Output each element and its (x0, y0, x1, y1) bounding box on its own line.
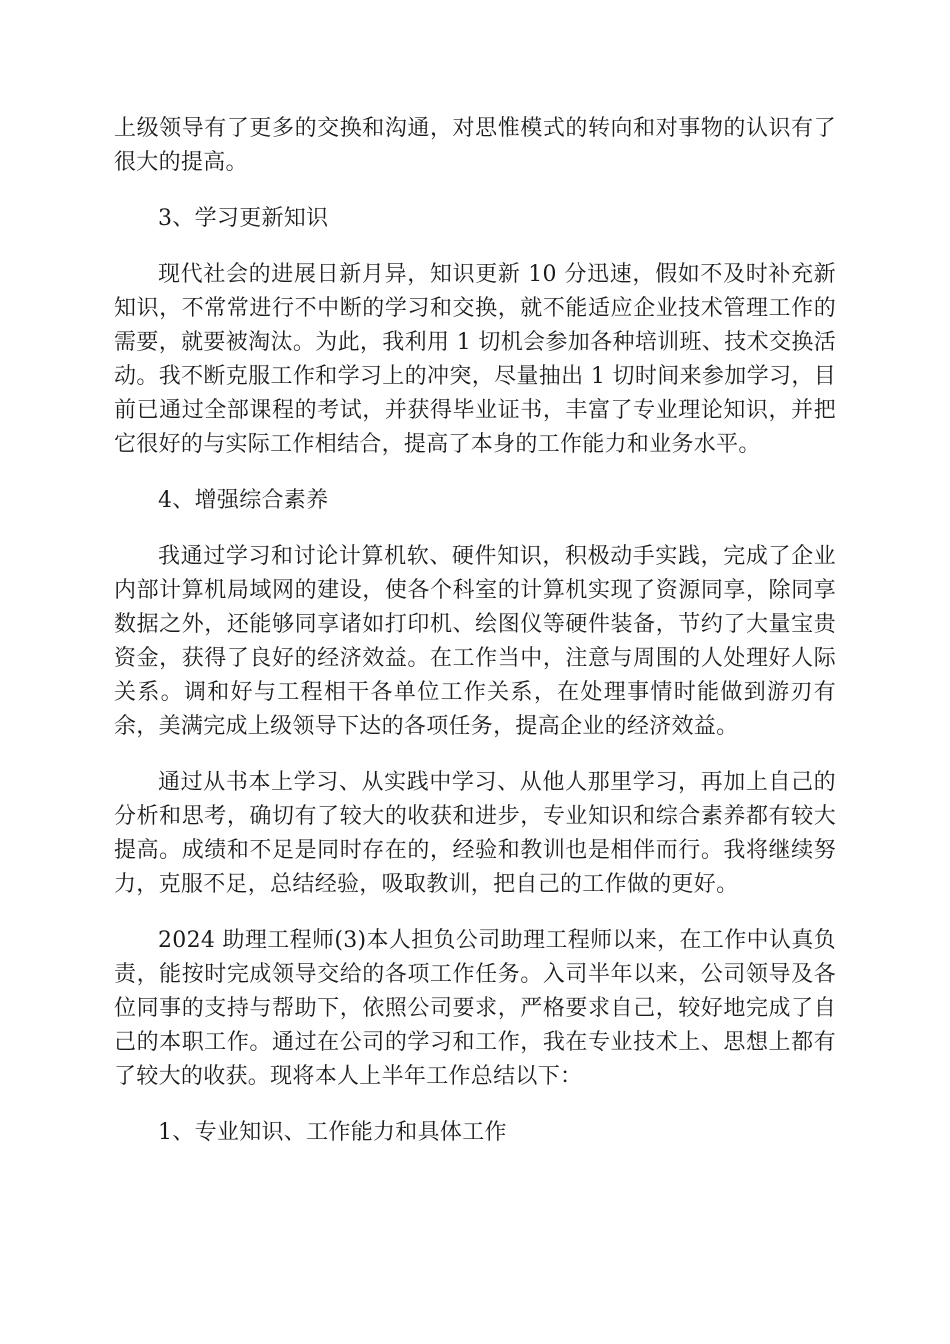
text-line: 动。我不断克服工作和学习上的冲突，尽量抽出 1 切时间来参加学习，目 (114, 364, 836, 389)
text-line: 需要，就要被淘汰。为此，我利用 1 切机会参加各种培训班、技术交换活 (114, 330, 836, 355)
text-line: 2024 助理工程师(3)本人担负公司助理工程师以来，在工作中认真负 (158, 928, 836, 953)
document-page (114, 112, 836, 1172)
heading-text: 3、学习更新知识 (158, 206, 329, 231)
paragraph-summary (114, 766, 836, 902)
section-heading-1 (114, 1116, 836, 1150)
text-line: 位同事的支持与帮助下，依照公司要求，严格要求自己，较好地完成了自 (114, 996, 836, 1021)
text-line: 关系。调和好与工程相干各单位工作关系，在处理事情时能做到游刃有 (114, 680, 836, 705)
heading-text: 1、专业知识、工作能力和具体工作 (158, 1120, 507, 1145)
text-line: 责，能按时完成领导交给的各项工作任务。入司半年以来，公司领导及各 (114, 962, 836, 987)
text-line: 分析和思考，确切有了较大的收获和进步，专业知识和综合素养都有较大 (114, 804, 836, 829)
paragraph-skills (114, 540, 836, 744)
text-line: 余，美满完成上级领导下达的各项任务，提高企业的经济效益。 (114, 714, 739, 739)
text-line: 通过从书本上学习、从实践中学习、从他人那里学习，再加上自己的 (158, 770, 836, 795)
text-line: 现代社会的进展日新月异，知识更新 10 分迅速，假如不及时补充新 (158, 262, 836, 287)
text-line: 力，克服不足，总结经验，吸取教训，把自己的工作做的更好。 (114, 872, 739, 897)
text-line: 前已通过全部课程的考试，并获得毕业证书，丰富了专业理论知识，并把 (114, 398, 836, 423)
paragraph-2024-intro (114, 924, 836, 1094)
text-line: 内部计算机局域网的建设，使各个科室的计算机实现了资源同享，除同享 (114, 578, 836, 603)
text-line: 了较大的收获。现将本人上半年工作总结以下： (114, 1064, 583, 1089)
section-heading-3 (114, 202, 836, 236)
section-heading-4 (114, 484, 836, 518)
text-line: 资金，获得了良好的经济效益。在工作当中，注意与周围的人处理好人际 (114, 646, 836, 671)
text-line: 上级领导有了更多的交换和沟通，对思惟模式的转向和对事物的认识有了 (114, 116, 836, 141)
text-line: 知识，不常常进行不中断的学习和交换，就不能适应企业技术管理工作的 (114, 296, 836, 321)
text-line: 我通过学习和讨论计算机软、硬件知识，积极动手实践，完成了企业 (158, 544, 836, 569)
text-line: 数据之外，还能够同享诸如打印机、绘图仪等硬件装备，节约了大量宝贵 (114, 612, 836, 637)
text-line: 己的本职工作。通过在公司的学习和工作，我在专业技术上、思想上都有 (114, 1030, 836, 1055)
heading-text: 4、增强综合素养 (158, 488, 329, 513)
text-line: 它很好的与实际工作相结合，提高了本身的工作能力和业务水平。 (114, 432, 761, 457)
text-line: 很大的提高。 (114, 150, 248, 175)
paragraph-learning (114, 258, 836, 462)
paragraph-continuation (114, 112, 836, 180)
text-line: 提高。成绩和不足是同时存在的，经验和教训也是相伴而行。我将继续努 (114, 838, 836, 863)
